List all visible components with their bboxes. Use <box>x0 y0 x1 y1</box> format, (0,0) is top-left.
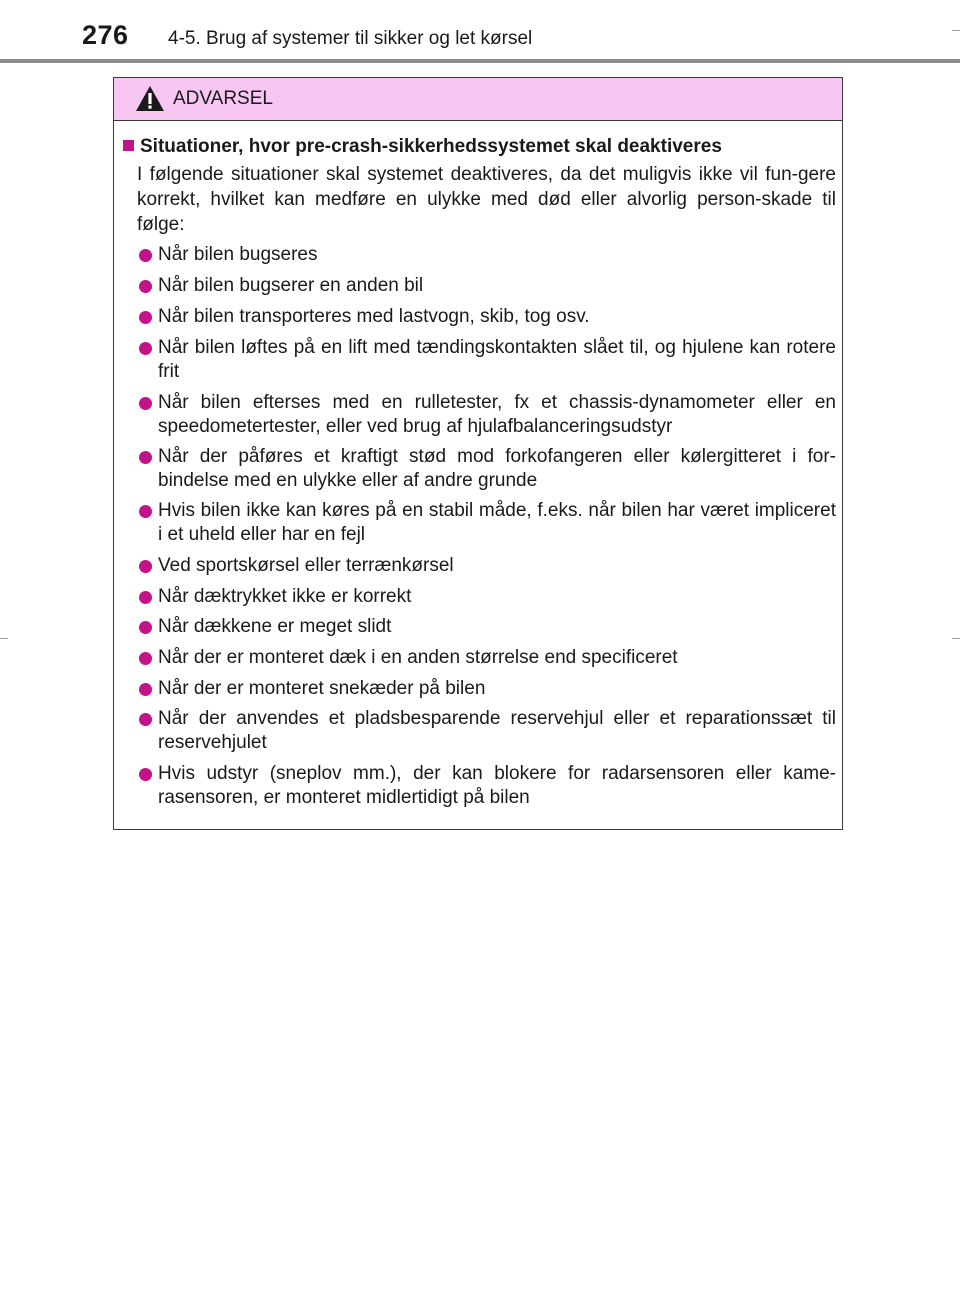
list-item: Når der anvendes et pladsbesparende reservehjul eller et reparationssæt til reservehjulet <box>137 707 836 755</box>
warning-label: ADVARSEL <box>173 88 273 109</box>
bullet-icon <box>139 280 152 293</box>
list-item: Når der er monteret dæk i en anden størrelse end specificeret <box>137 646 836 670</box>
list-item: Når bilen løftes på en lift med tændingskontakten slået til, og hjulene kan rotere frit <box>137 336 836 384</box>
trim-mark <box>952 638 960 639</box>
bullet-icon <box>139 621 152 634</box>
list-item: Når bilen bugserer en anden bil <box>137 274 836 298</box>
bullet-icon <box>139 591 152 604</box>
list-item: Når der påføres et kraftigt stød mod forkofangeren eller kølergitteret i for-bindelse med en ulykke eller af andre grunde <box>137 445 836 493</box>
list-item: Når bilen transporteres med lastvogn, skib, tog osv. <box>137 305 836 329</box>
list-item: Hvis bilen ikke kan køres på en stabil måde, f.eks. når bilen har været impliceret i et uheld eller har en fejl <box>137 499 836 547</box>
list-item: Når der er monteret snekæder på bilen <box>137 677 836 701</box>
bullet-icon <box>139 397 152 410</box>
bullet-icon <box>139 451 152 464</box>
square-bullet-icon <box>123 140 134 151</box>
warning-header <box>114 78 842 121</box>
header-rule <box>0 59 960 63</box>
section-title: 4-5. Brug af systemer til sikker og let kørsel <box>168 28 533 49</box>
bullet-icon <box>139 505 152 518</box>
page-number: 276 <box>82 20 129 50</box>
bullet-icon <box>139 249 152 262</box>
intro-paragraph: I følgende situationer skal systemet deaktiveres, da det muligvis ikke vil fun-gere korrekt, hvilket kan medføre en ulykke med død eller alvorlig person-skade til følge: <box>137 164 836 235</box>
warning-subheading <box>123 136 722 158</box>
list-item: Når dækkene er meget slidt <box>137 615 836 639</box>
subheading-text: Situationer, hvor pre-crash-sikkerhedssystemet skal deaktiveres <box>140 136 722 157</box>
bullet-icon <box>139 560 152 573</box>
bullet-icon <box>139 342 152 355</box>
list-item: Ved sportskørsel eller terrænkørsel <box>137 554 836 578</box>
list-item: Når bilen efterses med en rulletester, fx et chassis-dynamometer eller en speedometertester, eller ved brug af hjulafbalanceringsudstyr <box>137 391 836 439</box>
trim-mark <box>952 30 960 31</box>
bullet-icon <box>139 311 152 324</box>
page-header <box>0 0 960 60</box>
list-item: Når bilen bugseres <box>137 243 836 267</box>
list-item: Når dæktrykket ikke er korrekt <box>137 585 836 609</box>
bullet-icon <box>139 713 152 726</box>
bullet-icon <box>139 652 152 665</box>
trim-mark <box>0 638 8 639</box>
warning-triangle-icon <box>135 85 165 112</box>
warning-box <box>113 77 843 830</box>
bullet-icon <box>139 768 152 781</box>
list-item: Hvis udstyr (sneplov mm.), der kan blokere for radarsensoren eller kame-rasensoren, er monteret midlertidigt på bilen <box>137 762 836 810</box>
bullet-icon <box>139 683 152 696</box>
